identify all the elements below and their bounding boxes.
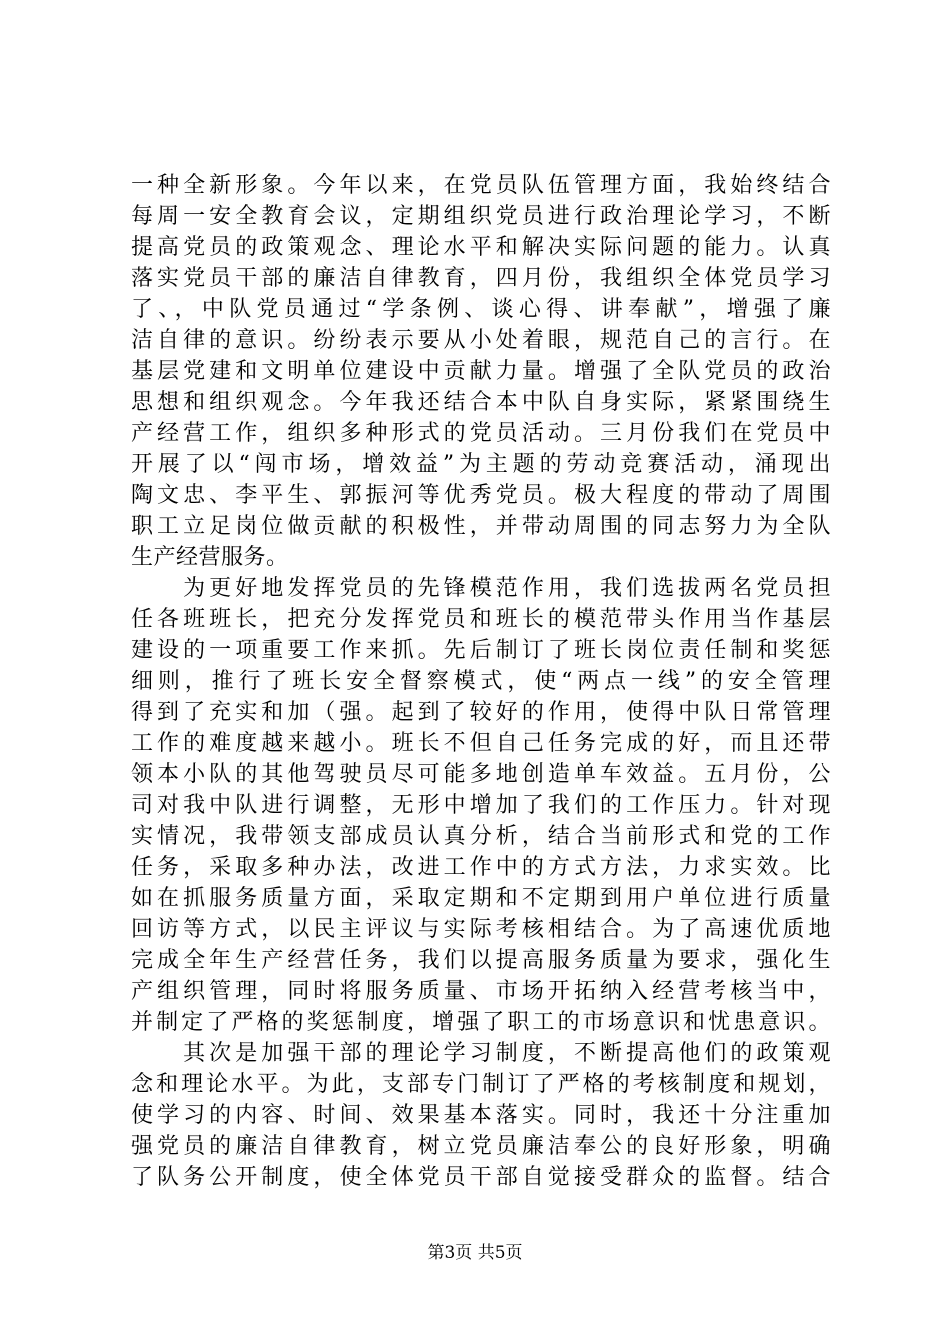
text-line-20: 领本小队的其他驾驶员尽可能多地创造单车效益。五月份，公 bbox=[131, 762, 831, 787]
text-line-24: 如在抓服务质量方面，采取定期和不定期到用户单位进行质量 bbox=[131, 886, 831, 911]
text-line-1: 一种全新形象。今年以来，在党员队伍管理方面，我始终结合 bbox=[131, 173, 831, 198]
text-line-16: 建设的一项重要工作来抓。先后制订了班长岗位责任制和奖惩 bbox=[131, 638, 831, 663]
text-line-14: 为更好地发挥党员的先锋模范作用，我们选拔两名党员担 bbox=[131, 576, 831, 601]
text-line-4: 落实党员干部的廉洁自律教育，四月份，我组织全体党员学习 bbox=[131, 266, 831, 291]
text-line-9: 产经营工作，组织多种形式的党员活动。三月份我们在党员中 bbox=[131, 421, 831, 446]
text-line-8: 思想和组织观念。今年我还结合本中队自身实际，紧紧围绕生 bbox=[131, 390, 831, 415]
text-line-3: 提高党员的政策观念、理论水平和解决实际问题的能力。认真 bbox=[131, 235, 831, 260]
text-line-22: 实情况，我带领支部成员认真分析，结合当前形式和党的工作 bbox=[131, 824, 831, 849]
text-line-31: 使学习的内容、时间、效果基本落实。同时，我还十分注重加 bbox=[131, 1103, 831, 1128]
text-line-30: 念和理论水平。为此，支部专门制订了严格的考核制度和规划， bbox=[131, 1072, 831, 1097]
text-line-25: 回访等方式，以民主评议与实际考核相结合。为了高速优质地 bbox=[131, 917, 831, 942]
text-line-19: 工作的难度越来越小。班长不但自己任务完成的好，而且还带 bbox=[131, 731, 831, 756]
text-line-15: 任各班班长，把充分发挥党员和班长的模范带头作用当作基层 bbox=[131, 607, 831, 632]
text-line-21: 司对我中队进行调整，无形中增加了我们的工作压力。针对现 bbox=[131, 793, 831, 818]
page-number-footer: 第3页 共5页 bbox=[427, 1243, 523, 1263]
text-line-28: 并制定了严格的奖惩制度，增强了职工的市场意识和忧患意识。 bbox=[131, 1010, 831, 1035]
text-line-7: 基层党建和文明单位建设中贡献力量。增强了全队党员的政治 bbox=[131, 359, 831, 384]
text-line-13: 生产经营服务。 bbox=[131, 545, 289, 570]
body-text bbox=[131, 170, 831, 1193]
text-line-33: 了队务公开制度，使全体党员干部自觉接受群众的监督。结合 bbox=[131, 1165, 831, 1190]
text-line-11: 陶文忠、李平生、郭振河等优秀党员。极大程度的带动了周围 bbox=[131, 483, 831, 508]
text-line-26: 完成全年生产经营任务，我们以提高服务质量为要求，强化生 bbox=[131, 948, 831, 973]
text-line-2: 每周一安全教育会议，定期组织党员进行政治理论学习，不断 bbox=[131, 204, 831, 229]
text-line-6: 洁自律的意识。纷纷表示要从小处着眼，规范自己的言行。在 bbox=[131, 328, 831, 353]
text-line-32: 强党员的廉洁自律教育，树立党员廉洁奉公的良好形象，明确 bbox=[131, 1134, 831, 1159]
text-line-27: 产组织管理，同时将服务质量、市场开拓纳入经营考核当中， bbox=[131, 979, 831, 1004]
text-line-18: 得到了充实和加（强。起到了较好的作用，使得中队日常管理 bbox=[131, 700, 831, 725]
text-line-23: 任务，采取多种办法，改进工作中的方式方法，力求实效。比 bbox=[131, 855, 831, 880]
text-line-5: 了、，中队党员通过“学条例、谈心得、讲奉献”，增强了廉 bbox=[131, 297, 831, 322]
text-line-29: 其次是加强干部的理论学习制度，不断提高他们的政策观 bbox=[131, 1041, 831, 1066]
text-line-12: 职工立足岗位做贡献的积极性，并带动周围的同志努力为全队 bbox=[131, 514, 831, 539]
text-line-17: 细则，推行了班长安全督察模式，使“两点一线”的安全管理 bbox=[131, 669, 831, 694]
text-line-10: 开展了以“闯市场，增效益”为主题的劳动竞赛活动，涌现出 bbox=[131, 452, 831, 477]
